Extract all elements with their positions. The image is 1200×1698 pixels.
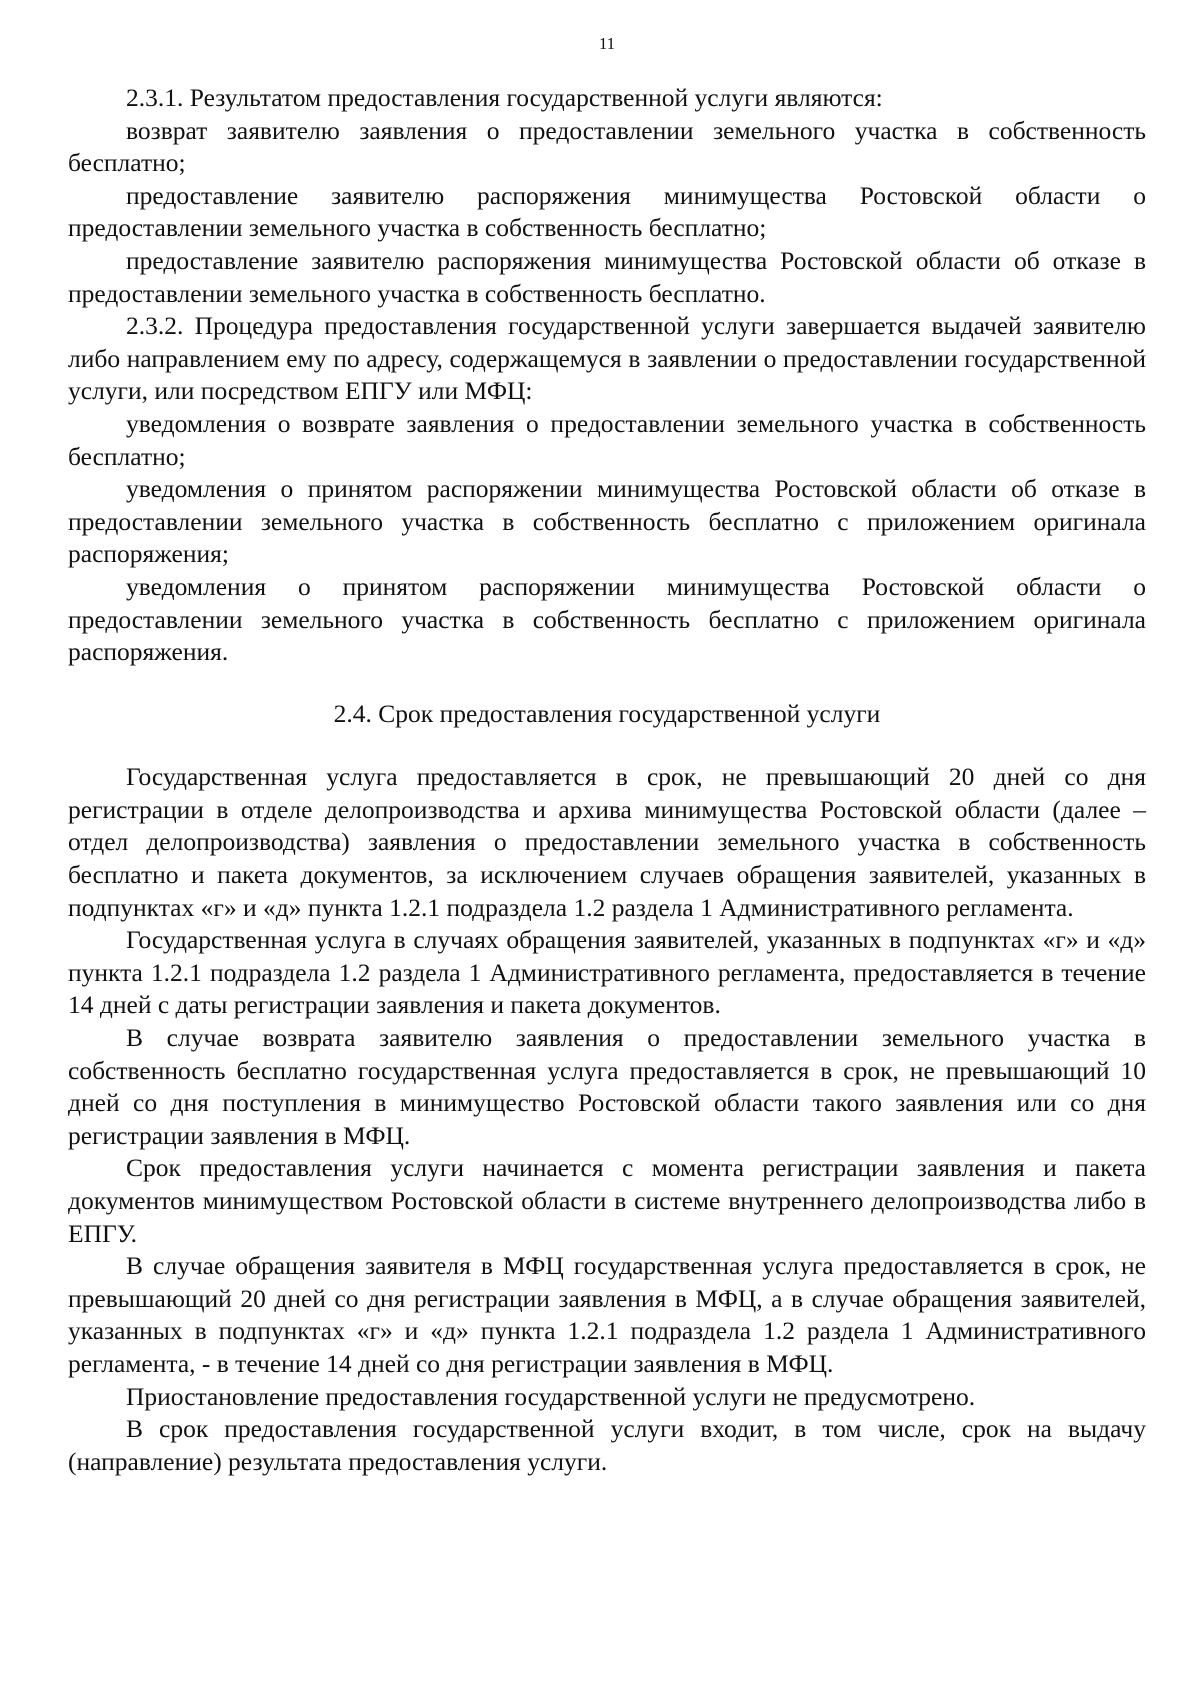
list-item-return-application: возврат заявителю заявления о предоставлении земельного участка в собственность бесплатно;: [68, 115, 1146, 178]
document-page: [68, 34, 1146, 1478]
paragraph-2-3-1: 2.3.1. Результатом предоставления государственной услуги являются:: [126, 83, 883, 112]
paragraph-delivery-term: В срок предоставления государственной услуги входит, в том числе, срок на выдачу (направление) результата предоставления услуги.: [68, 1414, 1146, 1476]
paragraph-term-20-days: Государственная услуга предоставляется в срок, не превышающий 20 дней со дня регистрации в отделе делопроизводства и архива минимущества Ростовской области (далее – отдел делопроизводства) заявления о предоставлении земельного участка в собственность бесплатно и пакета документов, за исключением случаев обращения заявителей, указанных в подпунктах «г» и «д» пункта 1.2.1 подраздела 1.2 раздела 1 Административного регламента.: [68, 762, 1146, 922]
paragraph-term-start: Срок предоставления услуги начинается с момента регистрации заявления и пакета документов минимуществом Ростовской области в системе внутреннего делопроизводства либо в ЕПГУ.: [68, 1153, 1146, 1248]
page-number: 11: [598, 34, 616, 53]
list-item-return-notice: уведомления о возврате заявления о предоставлении земельного участка в собственность бесплатно;: [68, 408, 1146, 471]
paragraph-mfc-term: В случае обращения заявителя в МФЦ государственная услуга предоставляется в срок, не превышающий 20 дней со дня регистрации заявления в МФЦ, а в случае обращения заявителей, указанных в подпунктах «г» и «д» пункта 1.2.1 подраздела 1.2 раздела 1 Административного регламента, - в течение 14 дней со дня регистрации заявления в МФЦ.: [68, 1251, 1146, 1378]
list-item-grant-order: предоставление заявителю распоряжения минимущества Ростовской области о предоставлении земельного участка в собственность бесплатно;: [68, 180, 1146, 243]
paragraph-term-14-days: Государственная услуга в случаях обращения заявителей, указанных в подпунктах «г» и «д» пункта 1.2.1 подраздела 1.2 раздела 1 Административного регламента, предоставляется в течение 14 дней с даты регистрации заявления и пакета документов.: [68, 925, 1146, 1020]
paragraph-no-suspension: Приостановление предоставления государственной услуги не предусмотрено.: [126, 1381, 976, 1411]
list-item-refusal-order: предоставление заявителю распоряжения минимущества Ростовской области об отказе в предоставлении земельного участка в собственность бесплатно.: [68, 245, 1146, 308]
section-heading-2-4: 2.4. Срок предоставления государственной услуги: [333, 698, 881, 728]
paragraph-2-3-2: 2.3.2. Процедура предоставления государственной услуги завершается выдачей заявителю либо направлением ему по адресу, содержащемуся в заявлении о предоставлении государственной услуги, или посредством ЕПГУ или МФЦ:: [68, 311, 1146, 406]
list-item-refusal-notice: уведомления о принятом распоряжении минимущества Ростовской области об отказе в предоставлении земельного участка в собственность бесплатно с приложением оригинала распоряжения;: [68, 474, 1146, 569]
paragraph-term-10-days: В случае возврата заявителю заявления о предоставлении земельного участка в собственность бесплатно государственная услуга предоставляется в срок, не превышающий 10 дней со дня поступления в минимущество Ростовской области такого заявления или со дня регистрации заявления в МФЦ.: [68, 1023, 1146, 1150]
list-item-grant-notice: уведомления о принятом распоряжении минимущества Ростовской области о предоставлении земельного участка в собственность бесплатно с приложением оригинала распоряжения.: [68, 571, 1146, 667]
